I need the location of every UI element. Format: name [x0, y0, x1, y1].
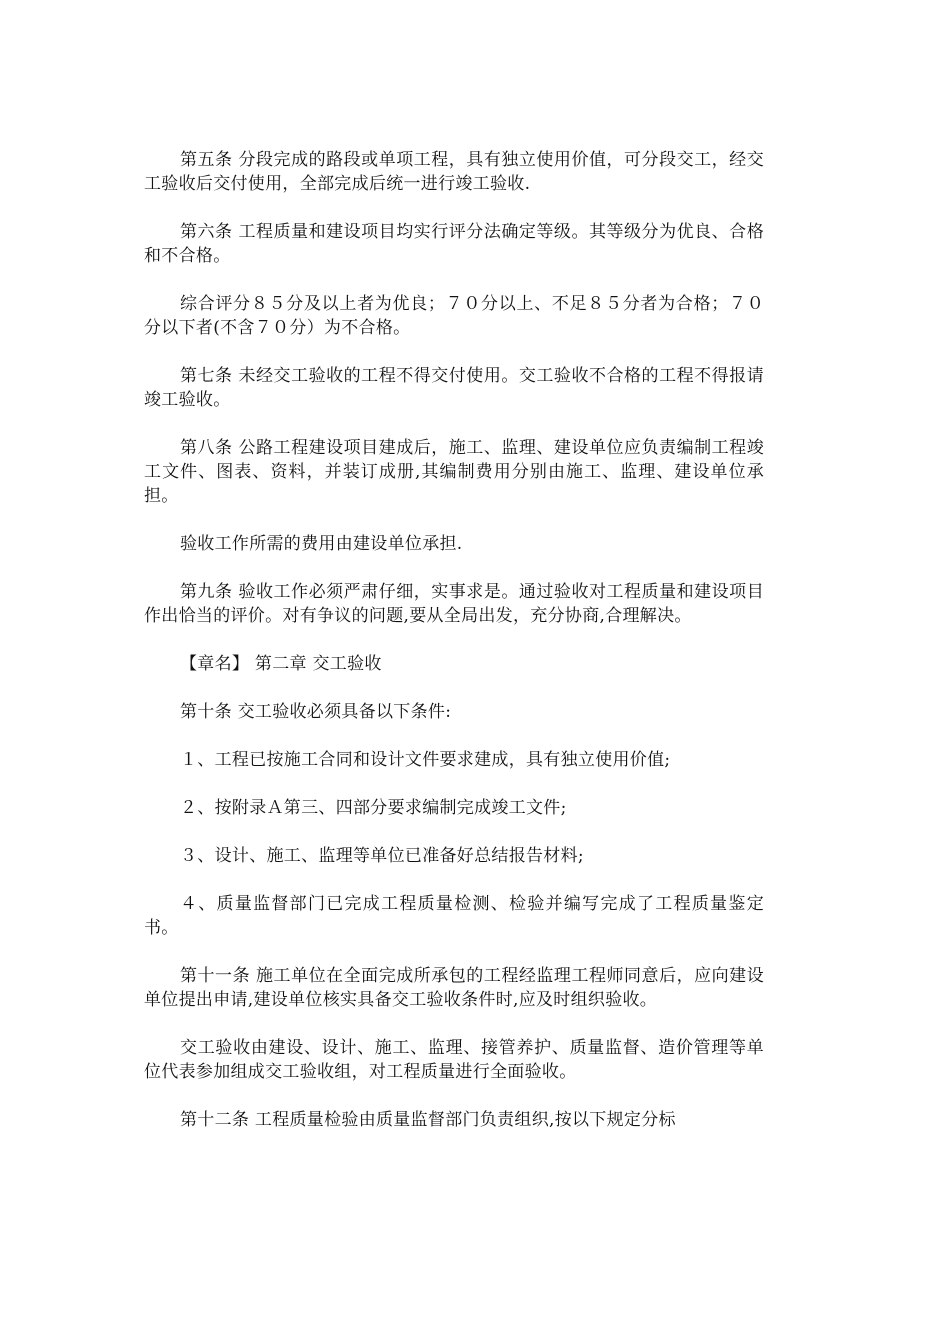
condition-item-3: ３、设计、施工、监理等单位已准备好总结报告材料; [180, 846, 584, 866]
scoring-paragraph: 综合评分８５分及以上者为优良；７０分以上、不足８５分者为合格；７０分以下者(不含７０分）为不合格。 [144, 294, 764, 338]
condition-item-2: ２、按附录Ａ第三、四部分要求编制完成竣工文件; [180, 798, 567, 818]
condition-item-4: ４、质量监督部门已完成工程质量检测、检验并编写完成了工程质量鉴定书。 [144, 894, 764, 938]
condition-item-1: １、工程已按施工合同和设计文件要求建成，具有独立使用价值; [180, 750, 671, 770]
article-7-paragraph: 第七条 未经交工验收的工程不得交付使用。交工验收不合格的工程不得报请竣工验收。 [144, 366, 764, 410]
article-12-paragraph: 第十二条 工程质量检验由质量监督部门负责组织,按以下规定分标 [180, 1110, 676, 1130]
document-page [144, 148, 764, 1156]
article-6-paragraph: 第六条 工程质量和建设项目均实行评分法确定等级。其等级分为优良、合格和不合格。 [144, 222, 764, 266]
article-11-paragraph: 第十一条 施工单位在全面完成所承包的工程经监理工程师同意后，应向建设单位提出申请,建设单位核实具备交工验收条件时,应及时组织验收。 [144, 966, 764, 1010]
cost-paragraph: 验收工作所需的费用由建设单位承担. [180, 534, 463, 554]
article-5-paragraph: 第五条 分段完成的路段或单项工程，具有独立使用价值，可分段交工，经交工验收后交付使用，全部完成后统一进行竣工验收. [144, 150, 764, 194]
acceptance-group-paragraph: 交工验收由建设、设计、施工、监理、接管养护、质量监督、造价管理等单位代表参加组成交工验收组，对工程质量进行全面验收。 [144, 1038, 764, 1082]
article-9-paragraph: 第九条 验收工作必须严肃仔细，实事求是。通过验收对工程质量和建设项目作出恰当的评价。对有争议的问题,要从全局出发，充分协商,合理解决。 [144, 582, 764, 626]
article-10-paragraph: 第十条 交工验收必须具备以下条件: [180, 702, 452, 722]
article-8-paragraph: 第八条 公路工程建设项目建成后，施工、监理、建设单位应负责编制工程竣工文件、图表、资料，并装订成册,其编制费用分别由施工、监理、建设单位承担。 [144, 438, 764, 506]
chapter-heading: 【章名】 第二章 交工验收 [180, 654, 382, 674]
